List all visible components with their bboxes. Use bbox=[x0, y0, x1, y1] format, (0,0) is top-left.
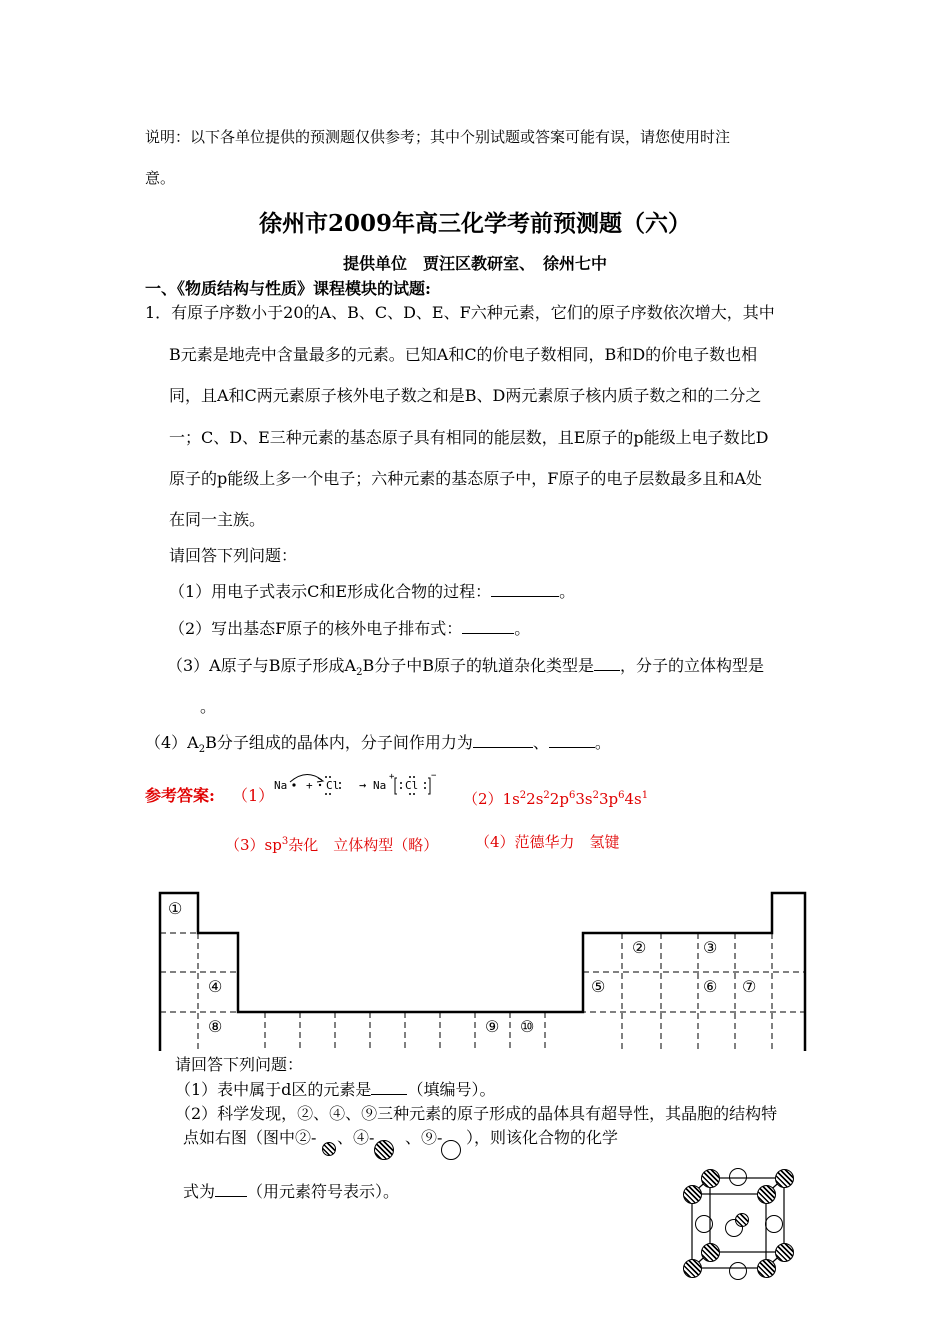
answer-3 bbox=[225, 832, 438, 855]
q1-sub4-sep: 、 bbox=[532, 733, 549, 752]
config-sup: 2 bbox=[592, 790, 599, 801]
atom-2-icon bbox=[322, 1142, 336, 1156]
element-label-2: ② bbox=[632, 938, 647, 957]
answer-label: 参考答案: bbox=[145, 786, 215, 805]
corner-atom-icon bbox=[683, 1185, 702, 1204]
q2-sub2-d: ），则该化合物的化学 bbox=[466, 1128, 619, 1147]
element-label-3: ③ bbox=[703, 938, 718, 957]
element-label-7: ⑦ bbox=[742, 977, 757, 996]
element-label-8: ⑧ bbox=[208, 1017, 223, 1036]
answer-3-b: 杂化 立体构型（略） bbox=[288, 836, 439, 854]
q1-sub2 bbox=[169, 618, 530, 640]
element-label-1: ① bbox=[168, 899, 183, 918]
q1-sub4-end: 。 bbox=[594, 733, 611, 752]
q2-sub1-a: （1）表中属于d区的元素是 bbox=[175, 1080, 372, 1099]
config-sup: 1 bbox=[641, 790, 649, 801]
answer-3-a: （3）sp bbox=[225, 836, 282, 854]
config-orbital: 3s bbox=[575, 790, 593, 808]
q1-sub1-text: （1）用电子式表示C和E形成化合物的过程： bbox=[169, 582, 492, 601]
answer-blank[interactable] bbox=[473, 733, 533, 748]
page-title: 徐州市2009年高三化学考前预测题（六） bbox=[258, 210, 691, 237]
q1-sub3-subscript: 2 bbox=[356, 667, 363, 679]
edge-atom-icon bbox=[729, 1262, 747, 1280]
periodic-table-outline bbox=[150, 885, 815, 1055]
config-orbital: 2s bbox=[526, 790, 544, 808]
q1-sub4-a: （4）A bbox=[145, 733, 199, 752]
answer-blank[interactable] bbox=[549, 733, 595, 748]
q1-sub3-b: B分子中B原子的轨道杂化类型是 bbox=[362, 656, 594, 675]
answer-2 bbox=[463, 786, 648, 809]
q1-sub4-b: B分子组成的晶体内，分子间作用力为 bbox=[205, 733, 473, 752]
corner-atom-icon bbox=[701, 1169, 720, 1188]
formula-cl-ion: Cl bbox=[405, 779, 419, 792]
corner-atom-icon bbox=[683, 1259, 702, 1278]
q2-sub2-c: 、⑨- bbox=[405, 1128, 443, 1147]
formula-na-ion: Na bbox=[373, 779, 387, 792]
atom-4-icon bbox=[374, 1140, 394, 1160]
q1-sub1-end: 。 bbox=[559, 582, 576, 601]
q1-sub4 bbox=[145, 732, 611, 761]
element-label-5: ⑤ bbox=[591, 977, 606, 996]
q1-sub1 bbox=[169, 581, 575, 603]
q1-line-6: 在同一主族。 bbox=[169, 510, 266, 529]
q2-sub2-line3 bbox=[183, 1181, 399, 1203]
q1-line-3: 同，且A和C两元素原子核外电子数之和是B、D两元素原子核内质子数之和的二分之 bbox=[169, 386, 762, 405]
q1-prompt: 请回答下列问题： bbox=[169, 546, 298, 565]
note-line-1: 说明：以下各单位提供的预测题仅供参考；其中个别试题或答案可能有误，请您使用时注 bbox=[145, 128, 731, 146]
q1-line-2: B元素是地壳中含量最多的元素。已知A和C的价电子数相同，B和D的价电子数也相 bbox=[169, 345, 758, 364]
q1-line-5: 原子的p能级上多一个电子；六种元素的基态原子中，F原子的电子层数最多且和A处 bbox=[169, 469, 762, 488]
face-atom-icon bbox=[765, 1215, 783, 1233]
provider: 提供单位 贾汪区教研室、 徐州七中 bbox=[342, 254, 607, 273]
element-label-6: ⑥ bbox=[703, 977, 718, 996]
answer-blank[interactable] bbox=[462, 619, 514, 634]
answer-blank[interactable] bbox=[215, 1182, 247, 1197]
q1-sub4-subscript: 2 bbox=[198, 744, 206, 756]
q2-sub1-b: （填编号）。 bbox=[407, 1080, 496, 1099]
config-orbital: 4s bbox=[624, 790, 642, 808]
q1-sub3-c: ，分子的立体构型是 bbox=[619, 656, 764, 675]
q2-sub2-line3-b: （用元素符号表示）。 bbox=[247, 1182, 400, 1201]
q2-sub2-line3-a: 式为 bbox=[183, 1182, 216, 1201]
answer-1: （1） bbox=[232, 786, 275, 805]
q2-sub2-b: 、④- bbox=[337, 1128, 375, 1147]
atom-9-icon bbox=[441, 1140, 461, 1160]
answer-blank[interactable] bbox=[491, 582, 559, 597]
q1-sub3 bbox=[167, 655, 764, 684]
q1-sub3-a: （3）A原子与B原子形成A bbox=[167, 656, 357, 675]
corner-atom-icon bbox=[701, 1243, 720, 1262]
q1-sub3-end: 。 bbox=[200, 697, 217, 716]
answer-blank[interactable] bbox=[594, 656, 620, 671]
corner-atom-icon bbox=[757, 1185, 776, 1204]
answer-4: （4）范德华力 氢键 bbox=[475, 833, 620, 851]
config-sup: 2 bbox=[519, 790, 527, 801]
q2-sub2-line1: （2）科学发现，②、④、⑨三种元素的原子形成的晶体具有超导性，其晶胞的结构特 bbox=[175, 1104, 778, 1123]
element-label-10: ⑩ bbox=[520, 1017, 535, 1036]
config-orbital: 2p bbox=[549, 790, 569, 808]
corner-atom-icon bbox=[775, 1243, 794, 1262]
q1-sub2-text: （2）写出基态F原子的核外电子排布式： bbox=[169, 619, 463, 638]
corner-atom-icon bbox=[757, 1259, 776, 1278]
config-sup: 2 bbox=[543, 790, 550, 801]
q2-prompt: 请回答下列问题： bbox=[175, 1055, 304, 1074]
note-line-2: 意。 bbox=[145, 169, 176, 187]
formula-arrow: → bbox=[359, 778, 367, 792]
formula-plus: + bbox=[306, 779, 313, 792]
answer-blank[interactable] bbox=[371, 1080, 407, 1095]
q2-sub1 bbox=[175, 1079, 495, 1101]
q1-line-1: 1．有原子序数小于20的A、B、C、D、E、F六种元素，它们的原子序数依次增大，其中 bbox=[145, 303, 775, 322]
q1-line-4: 一；C、D、E三种元素的基态原子具有相同的能层数，且E原子的p能级上电子数比D bbox=[169, 428, 769, 447]
q1-sub2-end: 。 bbox=[514, 619, 531, 638]
edge-atom-icon bbox=[729, 1168, 747, 1186]
formula-na-charge: + bbox=[389, 772, 395, 782]
element-label-9: ⑨ bbox=[485, 1017, 500, 1036]
config-sup: 6 bbox=[618, 790, 625, 801]
answer-2-prefix: （2）1s bbox=[463, 790, 520, 808]
center-small-atom-icon bbox=[735, 1213, 749, 1227]
crystal-cell-diagram bbox=[678, 1166, 798, 1282]
formula-arrow-curve bbox=[270, 770, 445, 804]
formula-cl-charge: − bbox=[431, 771, 437, 781]
face-atom-icon bbox=[695, 1215, 713, 1233]
formula-na: Na bbox=[274, 779, 288, 792]
q2-sub2-a: 点如右图（图中②- bbox=[183, 1128, 317, 1147]
section-heading: 一、《物质结构与性质》课程模块的试题: bbox=[145, 279, 431, 298]
formula-cl: Cl bbox=[326, 779, 340, 792]
config-sup: 6 bbox=[568, 790, 576, 801]
electron-dot-formula bbox=[270, 770, 445, 804]
corner-atom-icon bbox=[775, 1169, 794, 1188]
answer-3-sup: 3 bbox=[281, 836, 289, 847]
element-label-4: ④ bbox=[208, 977, 223, 996]
config-orbital: 3p bbox=[598, 790, 619, 808]
